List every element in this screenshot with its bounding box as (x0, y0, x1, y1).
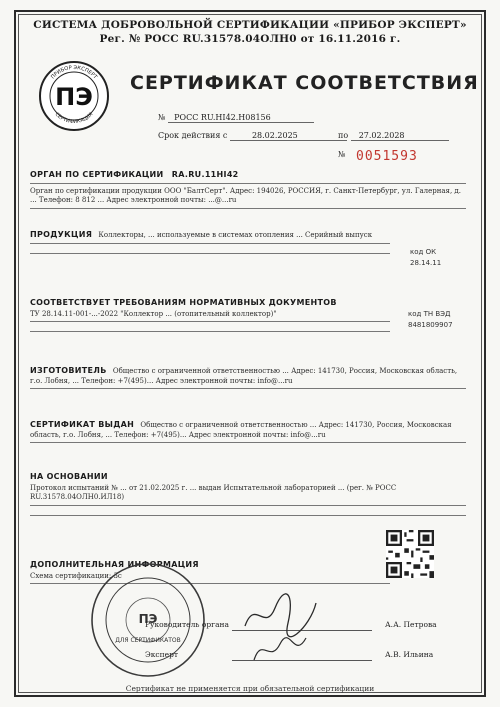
conformity-code-value: 8481809907 (408, 321, 453, 329)
certification-body-heading: ОРГАН ПО СЕРТИФИКАЦИИ (30, 170, 164, 179)
system-registration: Рег. № РОСС RU.31578.04ОЛН0 от 16.11.2016 г. (99, 33, 401, 45)
serial-number: 0051593 (356, 149, 418, 164)
number-label: № (158, 113, 166, 122)
product-section (30, 230, 390, 254)
certification-body-text: Орган по сертификации продукции ООО "БалтСерт". Адрес: 194026, РОССИЯ, г. Санкт-Петербург, ул. Галерная, д. ... Телефон: 8 812 ... Адрес электронной почты: ...@...ru (30, 186, 461, 204)
issued-to-text: Общество с ограниченной ответственностью ... Адрес: 141730, Россия, Московская область, г.о. Лобня, ... Телефон: +7(495)... Адрес электронной почты: info@...ru (30, 421, 452, 439)
validity-to-row (338, 131, 449, 141)
certificate-number-row (158, 113, 314, 123)
product-code-value: 28.14.11 (410, 259, 442, 267)
issued-to-heading: СЕРТИФИКАТ ВЫДАН (30, 420, 135, 429)
manufacturer-section (30, 366, 466, 389)
expert-label: Эксперт (145, 650, 179, 659)
certification-body-section (30, 170, 466, 209)
additional-info-text: Схема сертификации: 3с (30, 571, 122, 580)
to-label: по (338, 131, 349, 140)
product-code-label: код ОК (410, 248, 437, 256)
validity-label: Срок действия с (158, 131, 228, 140)
footer-note: Сертификат не применяется при обязательной сертификации (125, 684, 375, 693)
expert-name: А.В. Ильина (385, 650, 434, 659)
additional-info-section (30, 560, 390, 584)
product-codes (410, 248, 441, 267)
basis-section (30, 472, 466, 516)
document-title: СЕРТИФИКАТ СООТВЕТСТВИЯ (130, 72, 479, 94)
manufacturer-heading: ИЗГОТОВИТЕЛЬ (30, 366, 107, 375)
pribor-expert-logo-icon (38, 60, 110, 132)
head-name: А.А. Петрова (385, 620, 437, 629)
conformity-heading: СООТВЕТСТВУЕТ ТРЕБОВАНИЯМ НОРМАТИВНЫХ ДОКУМЕНТОВ (30, 298, 337, 307)
product-heading: ПРОДУКЦИЯ (30, 230, 93, 239)
manufacturer-text: Общество с ограниченной ответственностью ... Адрес: 141730, Россия, Московская область, г.о. Лобня, ... Телефон: +7(495)... Адрес электронной почты: info@...ru (30, 367, 458, 385)
valid-to: 27.02.2028 (351, 131, 449, 141)
expert-signature-icon (250, 630, 310, 670)
conformity-text: ТУ 28.14.11-001-...-2022 "Коллектор ... (отопительный коллектор)" (30, 309, 277, 318)
certification-system-header (24, 18, 476, 46)
issued-to-section (30, 420, 466, 443)
conformity-codes (408, 310, 453, 329)
additional-info-heading: ДОПОЛНИТЕЛЬНАЯ ИНФОРМАЦИЯ (30, 560, 199, 569)
logo-arc-bottom: СЕРТИФИКАЦИЯ (53, 111, 95, 126)
svg-text:ПЭ: ПЭ (138, 612, 158, 626)
system-name: СИСТЕМА ДОБРОВОЛЬНОЙ СЕРТИФИКАЦИИ «ПРИБОР ЭКСПЕРТ» (33, 19, 467, 31)
qr-code-icon (386, 530, 434, 578)
serial-label: № (338, 150, 346, 159)
basis-heading: НА ОСНОВАНИИ (30, 472, 108, 481)
logo-arc-top: ПРИБОР ЭКСПЕРТ (50, 64, 98, 81)
certification-body-code: RA.RU.11HI42 (171, 170, 239, 179)
conformity-code-label: код ТН ВЭД (408, 310, 451, 318)
basis-text: Протокол испытаний № ... от 21.02.2025 г. ... выдан Испытательной лабораторией ... (рег. № РОСС RU.31578.04ОЛН0.ИЛ18) (30, 483, 397, 501)
logo-letters: ПЭ (55, 83, 93, 111)
seal-caption: ДЛЯ СЕРТИФИКАТОВ (115, 637, 181, 644)
certificate-number: РОСС RU.HI42.H08156 (168, 113, 314, 123)
valid-from: 28.02.2025 (230, 131, 347, 141)
conformity-section (30, 298, 390, 332)
validity-row (158, 131, 347, 141)
head-of-body-label: Руководитель органа (145, 620, 230, 629)
product-text: Коллекторы, ... используемые в системах отопления ... Серийный выпуск (98, 231, 373, 239)
